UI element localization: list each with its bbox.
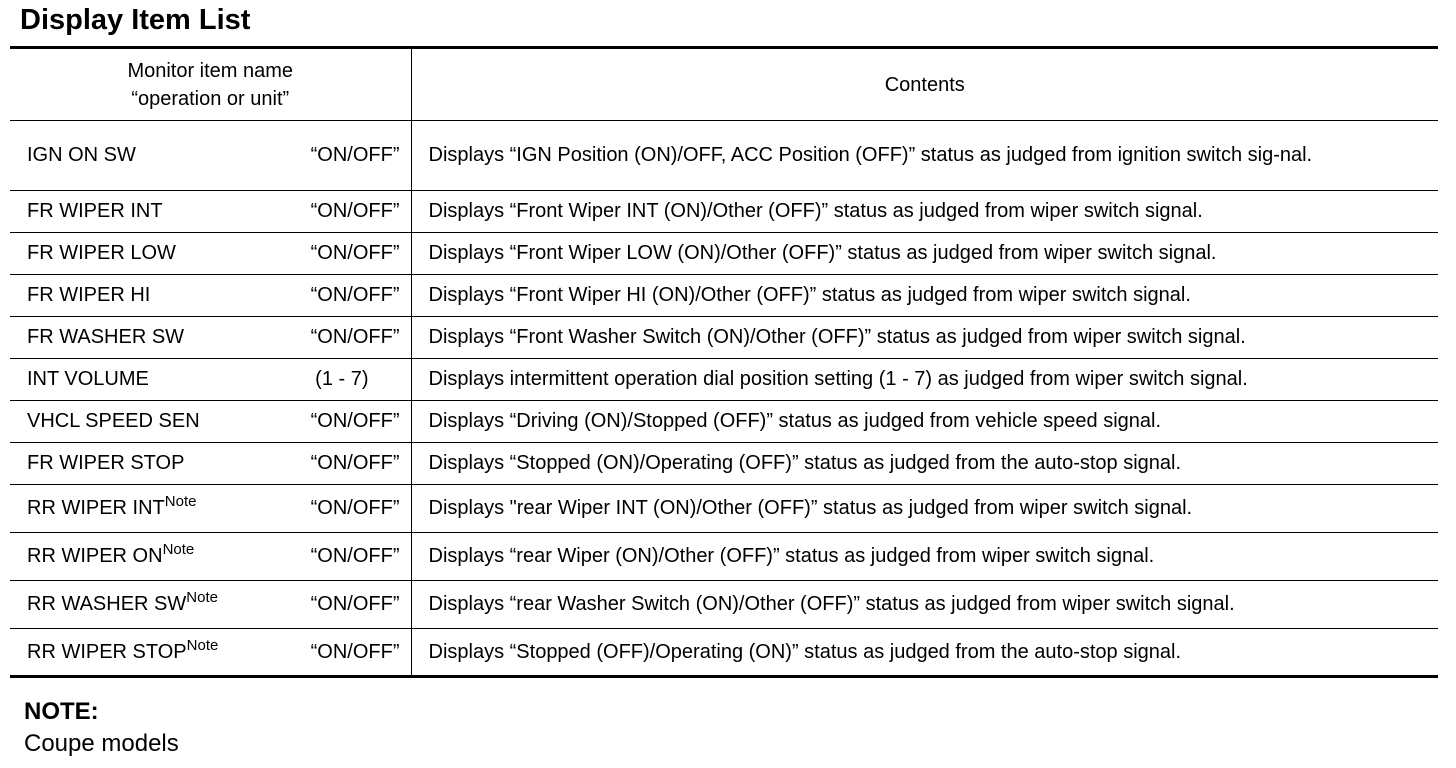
- header-contents: Contents: [411, 48, 1438, 121]
- table-row: [10, 275, 1438, 317]
- monitor-item-name: FR WIPER INT: [27, 200, 163, 222]
- contents-cell: Displays “Stopped (OFF)/Operating (ON)” status as judged from the auto-stop signal.: [428, 640, 1182, 663]
- contents-cell: Displays “rear Wiper (ON)/Other (OFF)” status as judged from wiper switch signal.: [411, 533, 1438, 581]
- monitor-item-name-group: [27, 543, 194, 570]
- monitor-item-unit: “ON/OFF”: [310, 593, 400, 615]
- monitor-item-cell: [10, 317, 411, 359]
- table-row: [10, 533, 1438, 581]
- table-row: [10, 581, 1438, 629]
- contents-cell: Displays “Front Wiper LOW (ON)/Other (OFF)” status as judged from wiper switch signal.: [411, 233, 1438, 275]
- monitor-item-name: RR WIPER ON: [27, 545, 163, 567]
- contents-cell: Displays “Front Wiper HI (ON)/Other (OFF)” status as judged from wiper switch signal.: [411, 275, 1438, 317]
- monitor-item-name: FR WIPER STOP: [27, 452, 185, 474]
- contents-cell: Displays “IGN Position (ON)/OFF, ACC Position (OFF)” status as judged from ignition switch sig-nal.: [411, 121, 1438, 191]
- header-name-line1: Monitor item name: [127, 59, 294, 82]
- note-marker: Note: [162, 541, 195, 558]
- contents-cell: Displays “Front Wiper INT (ON)/Other (OFF)” status as judged from wiper switch signal.: [411, 191, 1438, 233]
- monitor-item-name: FR WIPER LOW: [27, 242, 176, 264]
- monitor-item-name: FR WIPER HI: [27, 284, 151, 306]
- table-row: [10, 121, 1438, 191]
- note-marker: Note: [164, 493, 197, 510]
- page-title: Display Item List: [20, 4, 251, 36]
- monitor-item-name: INT VOLUME: [27, 368, 149, 390]
- monitor-item-cell: [10, 401, 411, 443]
- contents-cell: Displays “Driving (ON)/Stopped (OFF)” status as judged from vehicle speed signal.: [411, 401, 1438, 443]
- monitor-item-cell: [10, 191, 411, 233]
- monitor-item-cell: [10, 121, 411, 191]
- table-header-row: [10, 48, 1438, 121]
- table-row: [10, 191, 1438, 233]
- header-name-line2: “operation or unit”: [131, 87, 290, 110]
- table-row: [10, 401, 1438, 443]
- monitor-item-unit: “ON/OFF”: [310, 284, 400, 306]
- note-text: Coupe models: [24, 730, 179, 757]
- table-row: [10, 317, 1438, 359]
- monitor-item-cell: [10, 233, 411, 275]
- monitor-item-name: RR WASHER SW: [27, 593, 187, 615]
- monitor-item-unit: “ON/OFF”: [310, 200, 400, 222]
- monitor-item-unit: “ON/OFF”: [310, 497, 400, 519]
- monitor-item-name: VHCL SPEED SEN: [27, 410, 200, 432]
- monitor-item-unit: (1 - 7): [315, 368, 369, 390]
- table-row: [10, 359, 1438, 401]
- monitor-item-unit: “ON/OFF”: [310, 144, 400, 166]
- contents-cell: Displays “Stopped (ON)/Operating (OFF)” status as judged from the auto-stop signal.: [411, 443, 1438, 485]
- contents-cell: Displays “Front Washer Switch (ON)/Other (OFF)” status as judged from wiper switch signal.: [411, 317, 1438, 359]
- note-marker: Note: [186, 636, 219, 654]
- monitor-item-name: RR WIPER INT: [27, 497, 165, 519]
- monitor-item-name: RR WIPER STOP: [27, 640, 187, 663]
- table-row: [10, 233, 1438, 275]
- display-item-table: [10, 46, 1438, 678]
- monitor-item-cell: [10, 533, 411, 581]
- monitor-item-cell: [10, 275, 411, 317]
- table-row: [10, 485, 1438, 533]
- monitor-item-unit: “ON/OFF”: [310, 640, 400, 663]
- monitor-item-cell: [10, 581, 411, 629]
- monitor-item-unit: “ON/OFF”: [310, 410, 400, 432]
- contents-cell: Displays “rear Washer Switch (ON)/Other (OFF)” status as judged from wiper switch signal.: [411, 581, 1438, 629]
- table-row: [10, 629, 1438, 677]
- note-heading: NOTE:: [24, 698, 99, 725]
- note-marker: Note: [186, 589, 218, 606]
- monitor-item-unit: “ON/OFF”: [310, 242, 400, 264]
- monitor-item-unit: “ON/OFF”: [310, 326, 400, 348]
- contents-cell: Displays intermittent operation dial position setting (1 - 7) as judged from wiper switch signal.: [411, 359, 1438, 401]
- monitor-item-cell: [10, 485, 411, 533]
- contents-cell: Displays "rear Wiper INT (ON)/Other (OFF)” status as judged from wiper switch signal.: [411, 485, 1438, 533]
- monitor-item-unit: “ON/OFF”: [310, 452, 400, 474]
- monitor-item-name-group: [27, 591, 218, 618]
- monitor-item-cell: [10, 359, 411, 401]
- monitor-item-name: IGN ON SW: [27, 144, 136, 166]
- monitor-item-name: FR WASHER SW: [27, 326, 185, 348]
- monitor-item-unit: “ON/OFF”: [310, 545, 400, 567]
- monitor-item-cell: [10, 629, 411, 677]
- monitor-item-cell: [10, 443, 411, 485]
- table-row: [10, 443, 1438, 485]
- monitor-item-name-group: [27, 636, 219, 666]
- monitor-item-name-group: [27, 495, 196, 522]
- header-monitor-item-name: [10, 48, 411, 121]
